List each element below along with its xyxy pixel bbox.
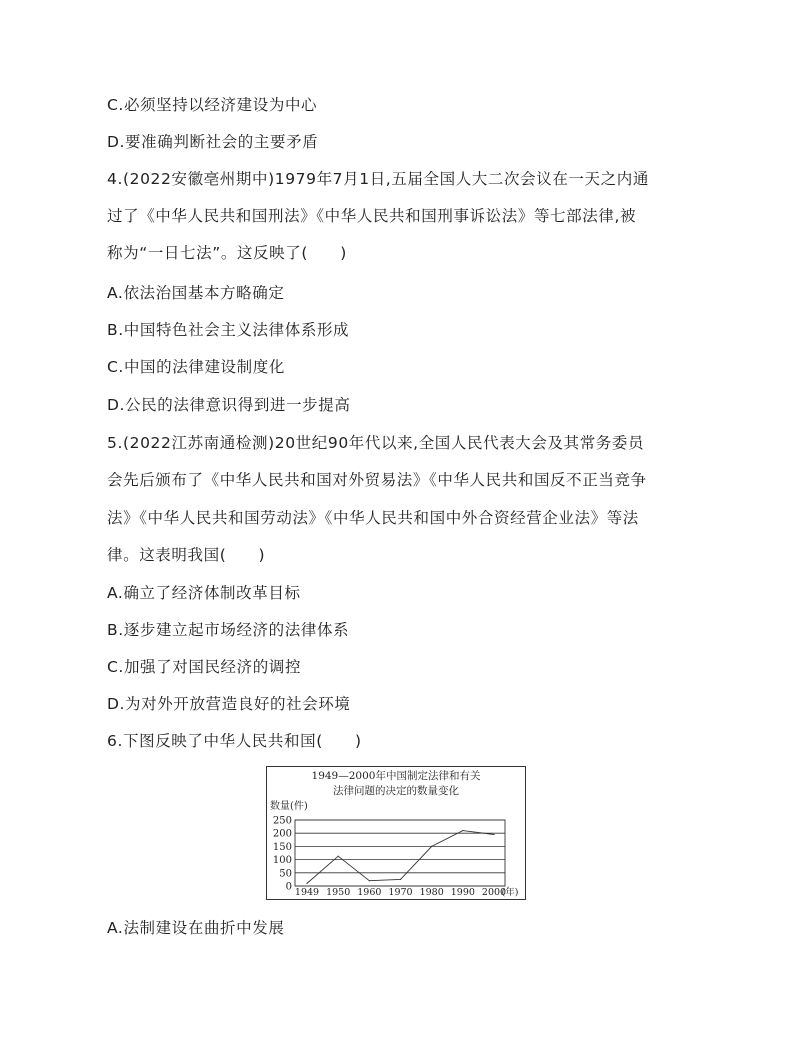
text-line: D.公民的法律意识得到进一步提高 bbox=[107, 396, 351, 414]
text-line: C.必须坚持以经济建设为中心 bbox=[107, 96, 318, 114]
text-line: C.加强了对国民经济的调控 bbox=[107, 658, 302, 676]
text-line: 4.(2022安徽亳州期中)1979年7月1日,五届全国人大二次会议在一天之内通 bbox=[107, 170, 649, 188]
y-tick-label: 150 bbox=[272, 841, 292, 853]
text-line: B.逐步建立起市场经济的法律体系 bbox=[107, 621, 350, 639]
x-tick-label: 1949 bbox=[294, 887, 320, 898]
y-tick-label: 250 bbox=[272, 815, 292, 827]
x-tick-label: 2000 bbox=[481, 887, 507, 898]
text-line: 过了《中华人民共和国刑法》《中华人民共和国刑事诉讼法》等七部法律,被 bbox=[107, 207, 637, 225]
chart-title-line1: 1949—2000年中国制定法律和有关 bbox=[311, 770, 481, 782]
text-line: B.中国特色社会主义法律体系形成 bbox=[107, 321, 350, 339]
text-line: D.为对外开放营造良好的社会环境 bbox=[107, 695, 351, 713]
chart-y-axis-label: 数量(件) bbox=[270, 801, 308, 812]
text-line: 称为“一日七法”。这反映了( ) bbox=[107, 244, 347, 262]
series-line bbox=[307, 831, 494, 884]
y-tick-label: 200 bbox=[272, 828, 292, 840]
x-tick-label: 1950 bbox=[326, 887, 351, 898]
text-line: 5.(2022江苏南通检测)20世纪90年代以来,全国人民代表大会及其常务委员 bbox=[107, 434, 645, 452]
y-tick-label: 50 bbox=[279, 868, 292, 880]
law-count-chart bbox=[266, 766, 526, 900]
text-line: C.中国的法律建设制度化 bbox=[107, 358, 285, 376]
plot-frame bbox=[295, 820, 505, 886]
text-line: 会先后颁布了《中华人民共和国对外贸易法》《中华人民共和国反不正当竞争 bbox=[107, 471, 647, 489]
option-a-rule-of-law: A.法制建设在曲折中发展 bbox=[107, 919, 285, 937]
chart-title-line2: 法律问题的决定的数量变化 bbox=[333, 785, 459, 797]
text-line: 法》《中华人民共和国劳动法》《中华人民共和国中外合资经营企业法》等法 bbox=[107, 509, 639, 527]
text-line: 律。这表明我国( ) bbox=[107, 546, 266, 564]
x-tick-label: 1980 bbox=[419, 887, 444, 898]
text-line: A.依法治国基本方略确定 bbox=[107, 284, 285, 302]
text-line: D.要准确判断社会的主要矛盾 bbox=[107, 133, 319, 151]
x-tick-label: 1970 bbox=[388, 887, 413, 898]
y-tick-label: 100 bbox=[272, 855, 292, 867]
x-tick-label: 1990 bbox=[450, 887, 475, 898]
y-tick-label: 0 bbox=[285, 881, 292, 893]
chart-x-unit-label: (年) bbox=[501, 887, 519, 898]
text-line: 6.下图反映了中华人民共和国( ) bbox=[107, 732, 362, 750]
text-line: A.确立了经济体制改革目标 bbox=[107, 584, 301, 602]
chart-svg bbox=[267, 767, 525, 899]
x-tick-label: 1960 bbox=[357, 887, 382, 898]
